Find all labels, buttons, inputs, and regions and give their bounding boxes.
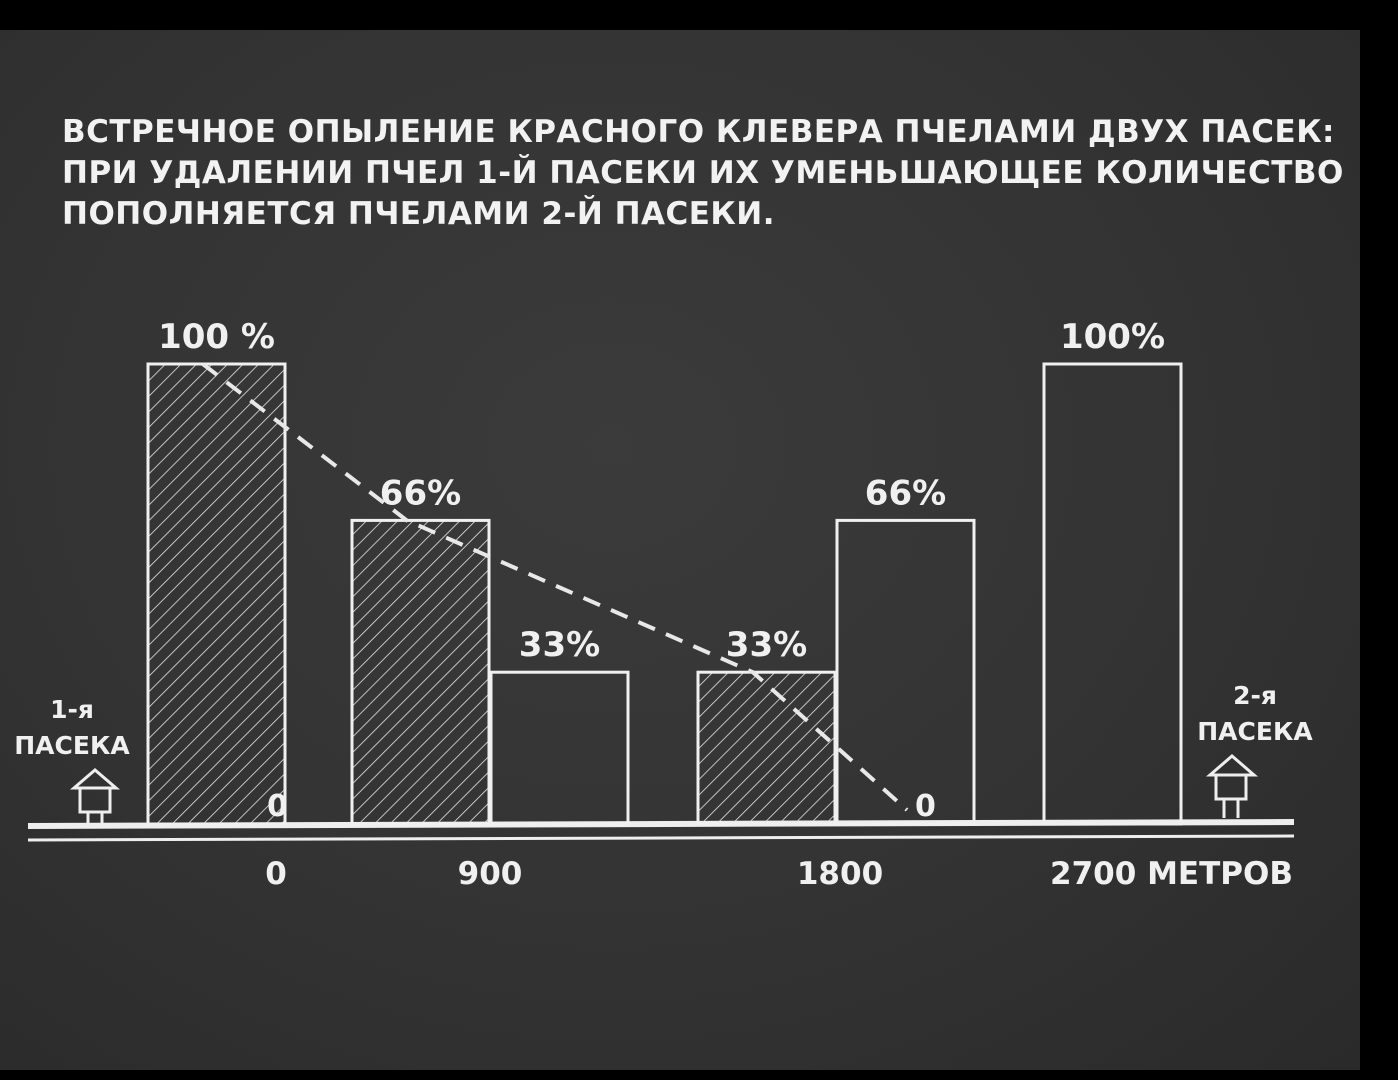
baseline-axis-lower (28, 836, 1294, 840)
title-line-1: ВСТРЕЧНОЕ ОПЫЛЕНИЕ КРАСНОГО КЛЕВЕРА ПЧЕЛАМИ ДВУХ ПАСЕК: (62, 114, 1335, 150)
bar-series-1 (352, 520, 489, 824)
bar-label-series-2: 100% (1059, 317, 1166, 357)
x-tick-label: 900 (457, 856, 523, 892)
bar-label-series-2: 0 (267, 789, 288, 824)
title-line-3: ПОПОЛНЯЕТСЯ ПЧЕЛАМИ 2-Й ПАСЕКИ. (62, 196, 775, 232)
beehive-icon (1210, 756, 1254, 818)
apiary-2-label-bottom: ПАСЕКА (1197, 717, 1313, 746)
x-tick-label: 2700 МЕТРОВ (1050, 856, 1293, 892)
bar-label-series-1: 33% (725, 625, 808, 666)
beehive-icon (74, 770, 116, 824)
bar-series-1 (148, 364, 285, 824)
bar-series-2 (837, 520, 974, 824)
apiary-2-label-top: 2-я (1233, 681, 1277, 710)
bar-series-1 (698, 672, 835, 824)
bar-label-series-1: 100 % (158, 317, 275, 357)
x-tick-label: 1800 (796, 856, 884, 892)
apiary-1-label-top: 1-я (50, 695, 94, 724)
bar-label-series-2: 33% (518, 625, 601, 666)
apiary-1-label-bottom: ПАСЕКА (14, 731, 130, 760)
bar-label-series-2: 66% (864, 473, 947, 514)
bar-label-series-1: 66% (379, 473, 462, 514)
bar-series-2 (491, 672, 628, 824)
title-line-2: ПРИ УДАЛЕНИИ ПЧЕЛ 1-Й ПАСЕКИ ИХ УМЕНЬШАЮЩЕЕ КОЛИЧЕСТВО (62, 155, 1344, 191)
bar-label-series-1: 0 (915, 789, 936, 824)
bar-series-2 (1044, 364, 1181, 824)
x-tick-label: 0 (265, 856, 287, 892)
